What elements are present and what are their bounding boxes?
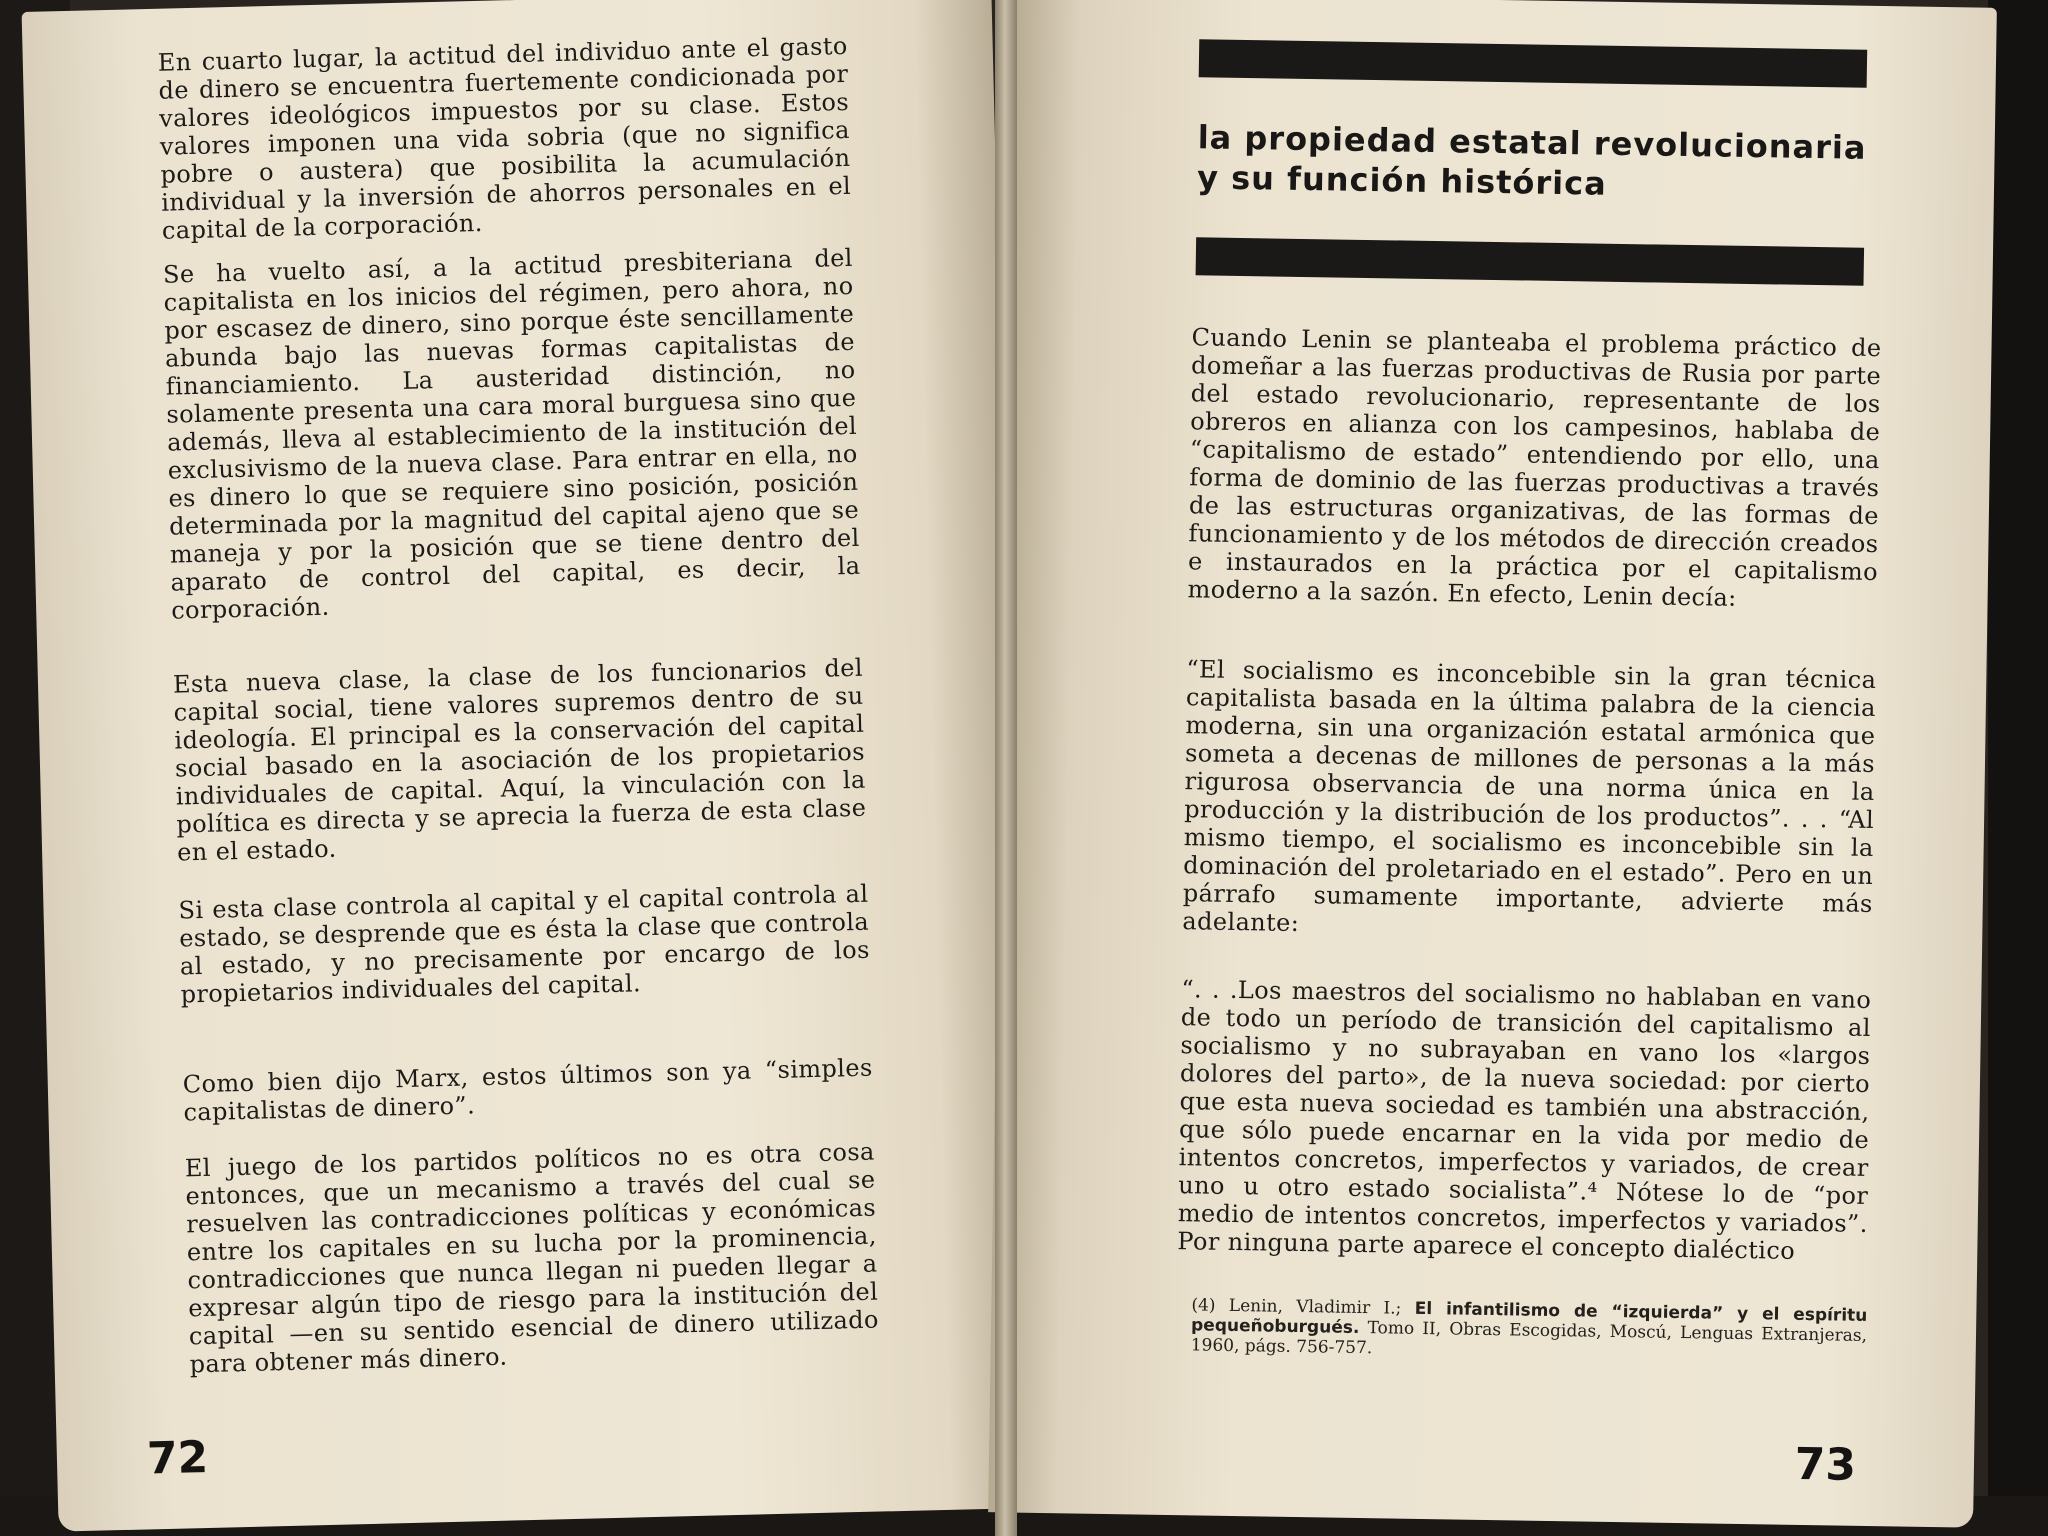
book-gutter [995,0,1017,1536]
left-paragraph-2: Se ha vuelto así, a la actitud presbiteriana del capitalista en los inicios del régimen, pero ahora, no por escasez de dinero, sino porque éste sencillamente abunda bajo las nuevas formas capitalistas de financiamiento. La austeridad distinción, no solamente presenta una cara moral burguesa sino que además, lleva al establecimiento de la institución del exclusivismo de la nueva clase. Para entrar en ella, no es dinero lo que se requiere sino posición, posición determinada por la magnitud del capital ajeno que se maneja y por la posición que se tiene dentro del aparato de control del capital, es decir, la corporación. [162,243,861,625]
right-paragraph-3: “. . .Los maestros del socialismo no hablaban en vano de todo un período de transición del capitalismo al socialismo y no subrayaban en vano los «largos dolores del parto», de la nueva sociedad: por cierto que esta nueva sociedad es también una abstracción, que sólo puede encarnar en la vida por medio de intentos concretos, imperfectos y variados, de crear uno u otro estado socialista”.⁴ Nótese lo de “por medio de intentos concretos, imperfectos y variados”. Por ninguna parte aparece el concepto dialéctico [1177,975,1872,1265]
footnote-title: El infantilismo de “izquierda” y el espíritu pequeñoburgués. [1190,1298,1868,1338]
heading-rule-bottom [1196,237,1865,285]
right-page [988,0,1997,1528]
left-paragraph-4: Si esta clase controla al capital y el capital controla al estado, se desprende que es ésta la clase que controla al estado, y no precisamente por encargo de los propietarios individuales del capital. [178,879,871,1009]
footnote-marker: (4) [1191,1295,1216,1316]
background-right [1988,0,2048,1536]
left-paragraph-3: Esta nueva clase, la clase de los funcionarios del capital social, tiene valores supremos dentro de su ideología. El principal es la conservación del capital social basado en la asociación de los propietarios individuales de capital. Aquí, la vinculación con la política es directa y se aprecia la fuerza de esta clase en el estado. [172,653,867,867]
left-paragraph-6: El juego de los partidos políticos no es otra cosa entonces, que un mecanismo a través del cual se resuelven las contradicciones políticas y económicas entre los capitales en su lucha por la prominencia, contradicciones que nunca llegan ni pueden llegar a expresar algún tipo de riesgo para la institución del capital —en su sentido esencial de dinero utilizado para obtener más dinero. [184,1137,880,1379]
chapter-heading: la propiedad estatal revolucionaria y su función histórica [1196,118,1867,203]
right-page-number: 73 [1794,1438,1857,1491]
footnote [1191,1295,1868,1366]
left-page [22,0,1029,1532]
footnote-author: Lenin, Vladimir I.; [1228,1295,1402,1319]
left-page-number: 72 [146,1431,209,1485]
footnote-rest: Tomo II, Obras Escogidas, Moscú, Lenguas Extranjeras, 1960, págs. 756-757. [1190,1318,1868,1359]
right-paragraph-1: Cuando Lenin se planteaba el problema práctico de domeñar a las fuerzas productivas de Rusia por parte del estado revolucionario, representante de los obreros en alianza con los campesinos, hablaba de “capitalismo de estado” entendiendo por ello, una forma de dominio de las fuerzas productivas a través de las estructuras organizativas, de las formas de funcionamiento y de los métodos de dirección creados e instaurados en la práctica por el capitalismo moderno a la sazón. En efecto, Lenin decía: [1187,323,1882,612]
left-paragraph-5: Como bien dijo Marx, estos últimos son ya “simples capitalistas de dinero”. [182,1053,873,1127]
heading-rule-top [1199,39,1868,87]
left-paragraph-1: En cuarto lugar, la actitud del individuo ante el gasto de dinero se encuentra fuertemente condicionada por valores ideológicos impuestos por su clase. Estos valores imponen una vida sobria (que no significa pobre o austera) que posibilita la acumulación individual y la inversión de ahorros personales en el capital de la corporación. [157,31,852,245]
right-paragraph-2: “El socialismo es inconcebible sin la gran técnica capitalista basada en la última palabra de la ciencia moderna, sin una organización estatal armónica que someta a decenas de millones de personas a la más rigurosa observancia de una norma única en la producción y la distribución de los productos”. . . “Al mismo tiempo, el socialismo es inconcebible sin la dominación del proletariado en el estado”. Pero en un párrafo sumamente importante, advierte más adelante: [1182,655,1877,937]
